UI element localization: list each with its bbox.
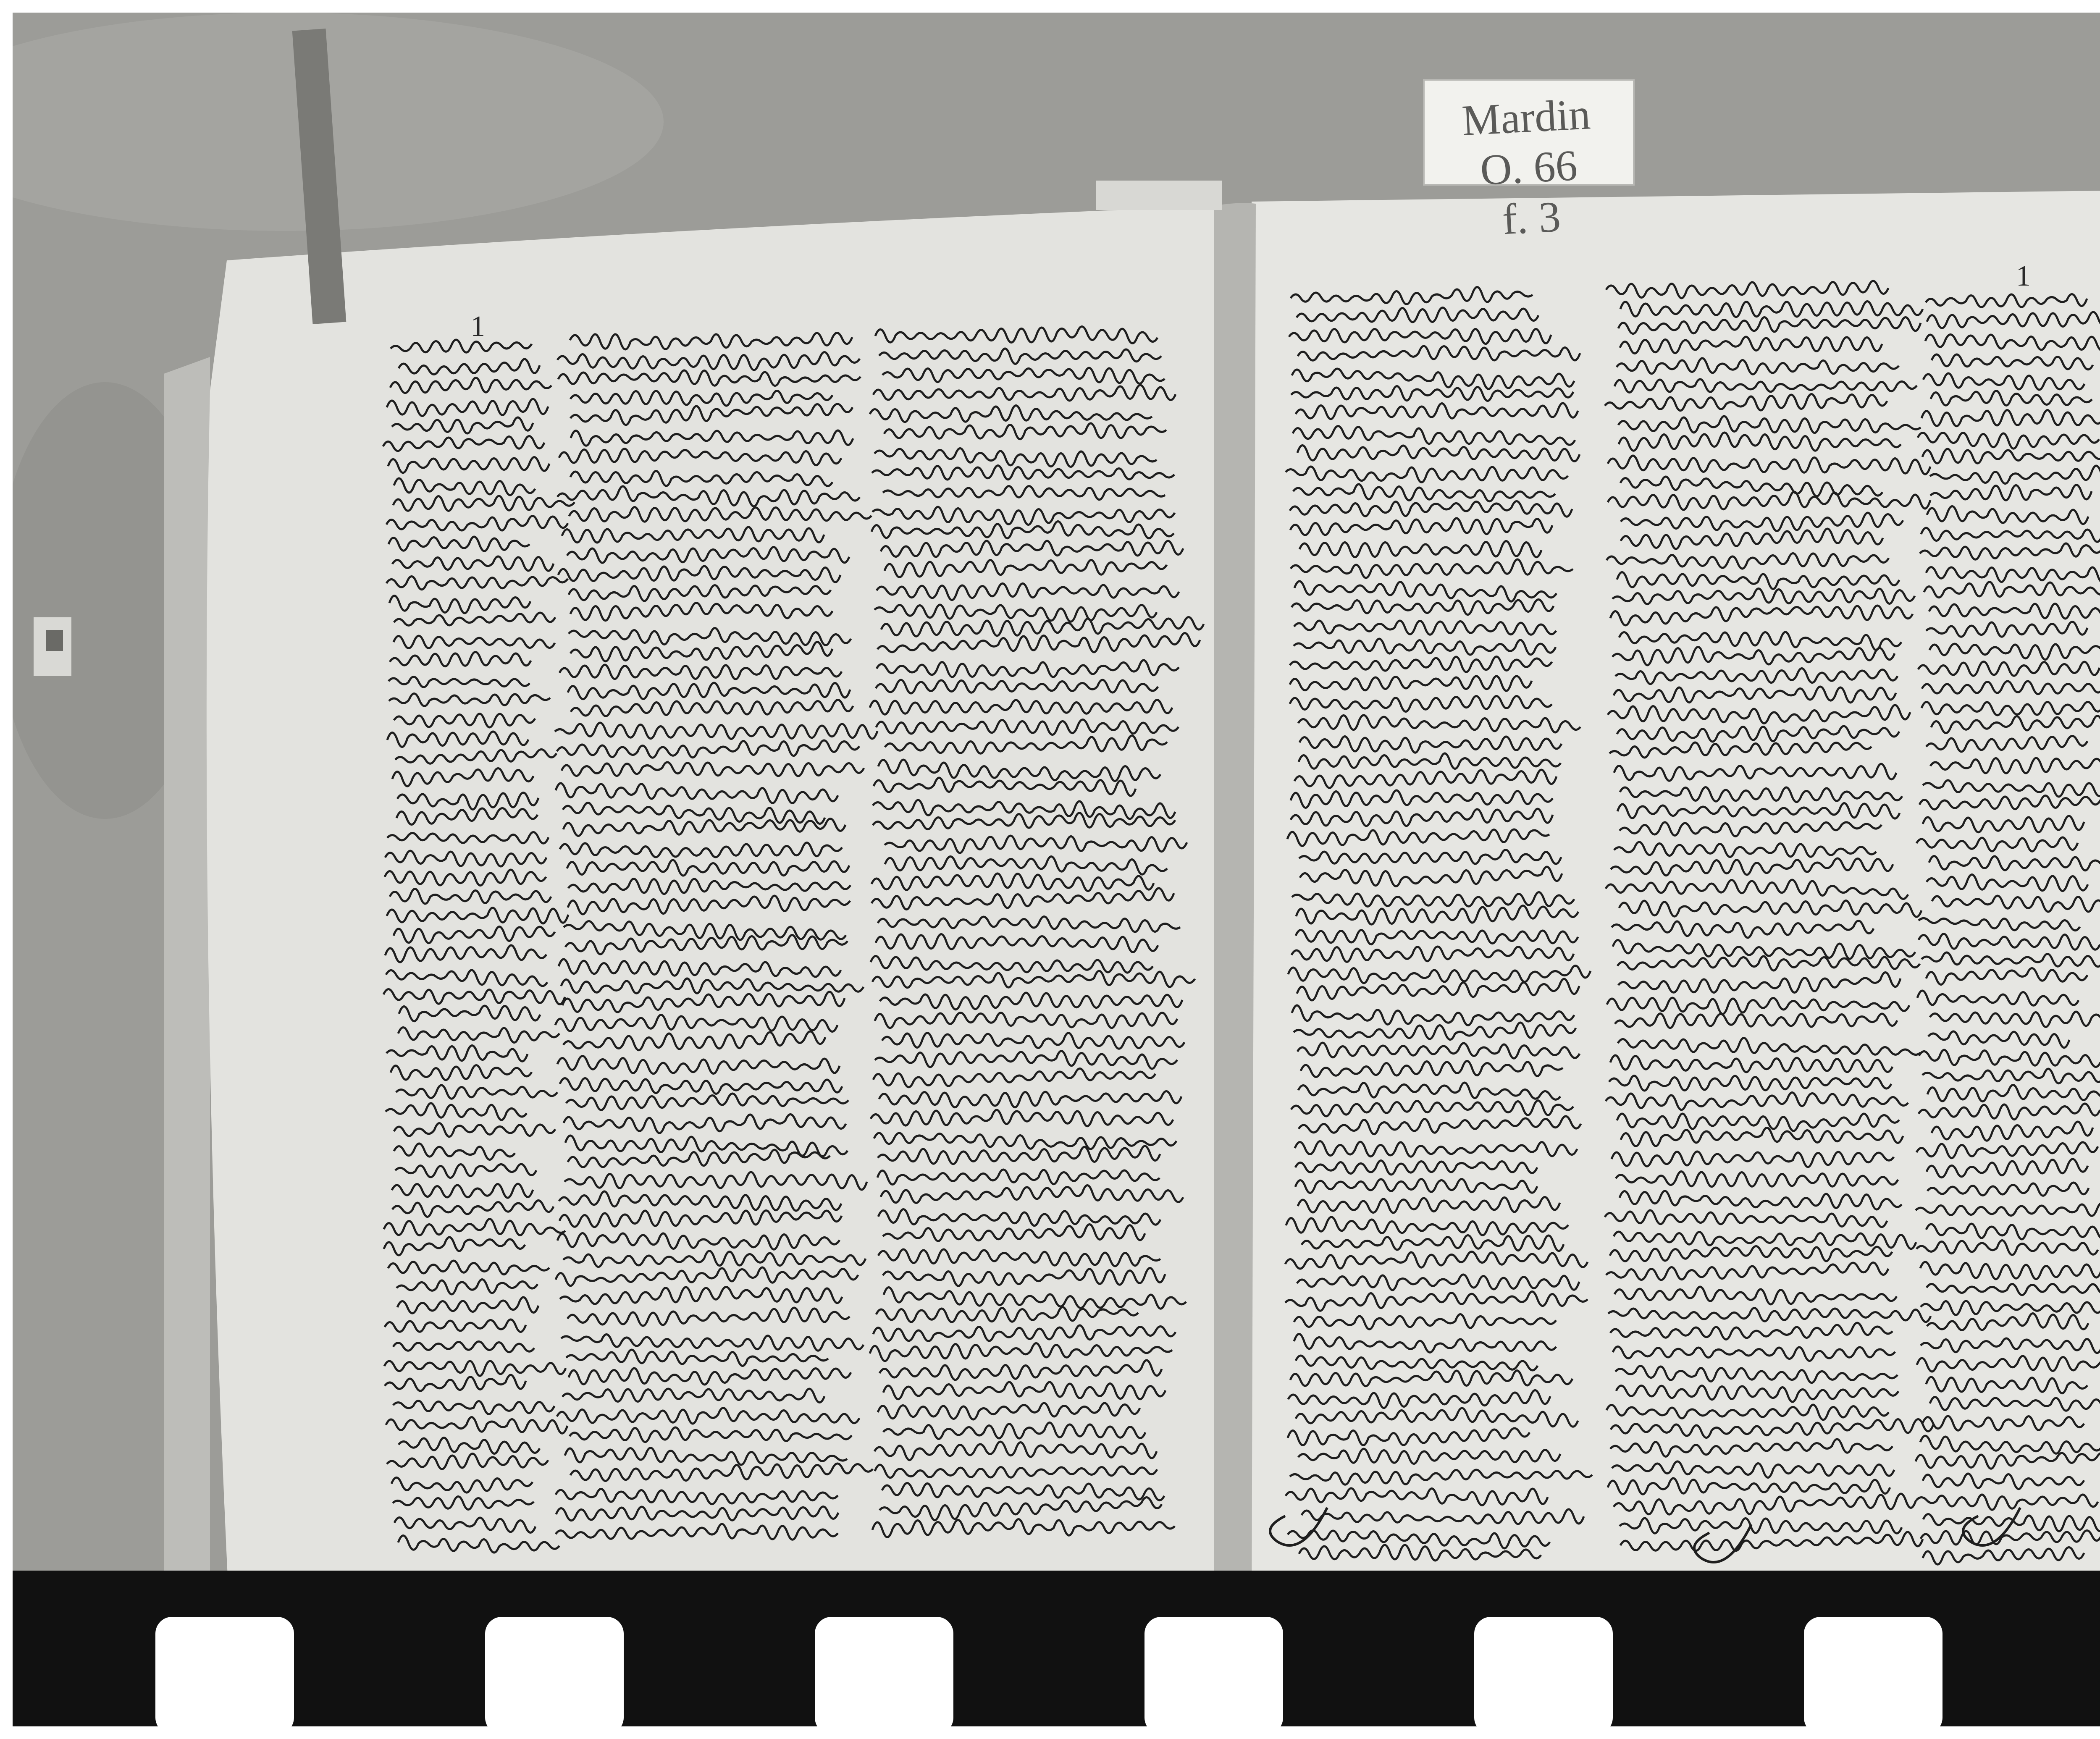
- film-perforation: [1474, 1617, 1613, 1726]
- gutter-shadow: [1214, 203, 1256, 1622]
- film-perforation: [155, 1617, 294, 1726]
- shelfmark-text: Mardin O. 66: [1460, 90, 1592, 194]
- right-page: [1247, 189, 2100, 1621]
- background-chip: [46, 630, 63, 651]
- shelfmark-label: [1441, 88, 1617, 248]
- folio-text: f. 3: [1501, 192, 1562, 244]
- film-perforation: [815, 1617, 953, 1726]
- right-page-number: 1: [2016, 260, 2031, 292]
- page-stack-left: [164, 357, 210, 1650]
- film-perforation: [1144, 1617, 1283, 1726]
- manuscript-photo: [13, 13, 2100, 1726]
- film-perforation: [1804, 1617, 1942, 1726]
- photo-scene: [13, 13, 2100, 1726]
- gutter-slip: [1096, 181, 1222, 210]
- left-page-number: 1: [470, 310, 485, 343]
- film-perforation: [485, 1617, 624, 1726]
- film-strip: [13, 1571, 2100, 1726]
